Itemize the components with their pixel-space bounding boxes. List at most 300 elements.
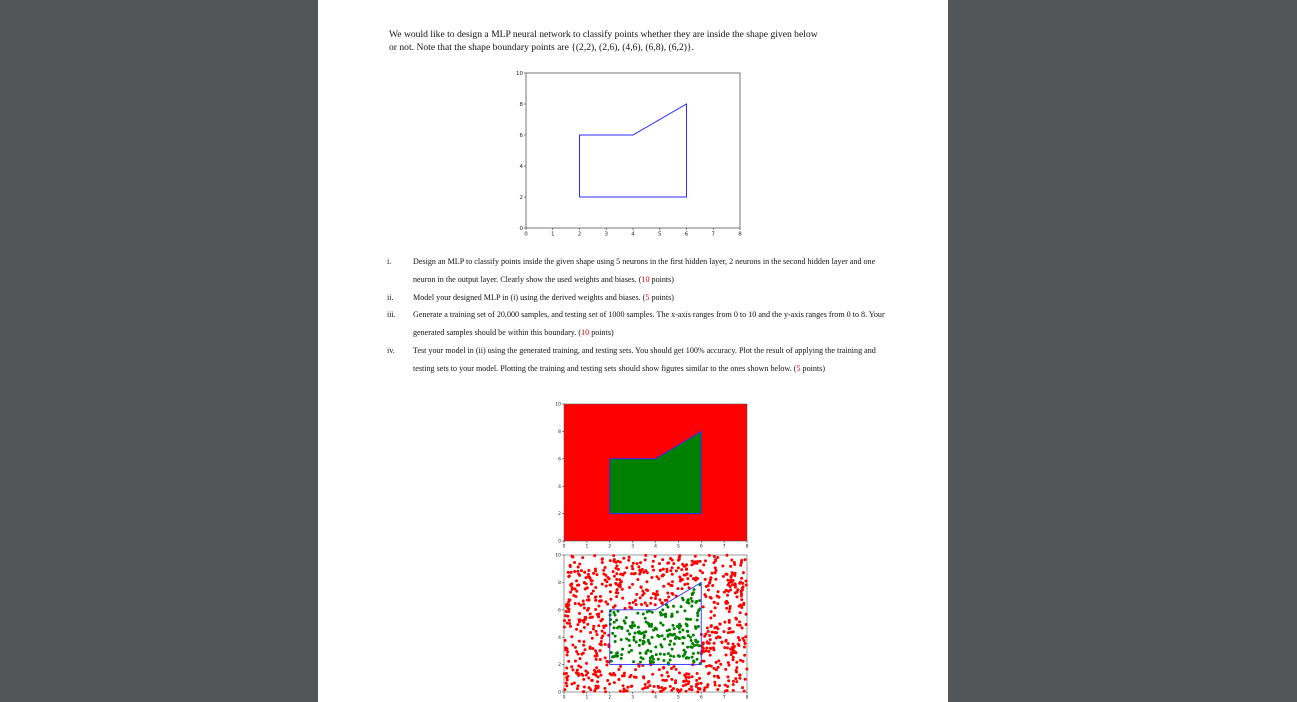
testing-point-outside	[650, 576, 653, 579]
testing-point-outside	[571, 683, 574, 686]
testing-point-outside	[605, 624, 608, 627]
testing-point-inside	[637, 626, 640, 629]
testing-point-outside	[654, 555, 657, 558]
testing-point-outside	[637, 565, 640, 568]
testing-point-outside	[566, 650, 569, 653]
testing-point-inside	[687, 634, 690, 637]
question-3	[368, 306, 898, 342]
question-2-body: Model your designed MLP in (i) using the derived weights and biases.	[413, 293, 641, 302]
plot1-xtick-label: 1	[551, 231, 555, 238]
testing-point-outside	[729, 605, 732, 608]
plot2-ytick-label: 2	[558, 512, 561, 518]
testing-point-outside	[726, 579, 729, 582]
question-1-body: Design an MLP to classify points inside the given shape using 5 neurons in the first hidden layer, 2 neurons in the second hidden layer and one neuron in the output layer. Clearly show the used weights and biases.	[413, 257, 876, 284]
testing-point-inside	[664, 615, 667, 618]
testing-point-outside	[601, 557, 604, 560]
testing-point-outside	[651, 565, 654, 568]
plot1-ytick-label: 6	[519, 132, 523, 139]
testing-point-outside	[600, 599, 603, 602]
testing-point-outside	[618, 585, 621, 588]
testing-point-outside	[581, 556, 584, 559]
testing-point-outside	[723, 621, 726, 624]
testing-point-outside	[654, 597, 657, 600]
testing-point-outside	[727, 675, 730, 678]
testing-point-outside	[599, 674, 602, 677]
testing-point-outside	[738, 674, 741, 677]
plot3-ytick-label: 6	[558, 608, 561, 614]
testing-point-outside	[566, 622, 569, 625]
testing-point-outside	[727, 642, 730, 645]
testing-point-inside	[639, 661, 642, 664]
testing-point-outside	[730, 559, 733, 562]
plot2-ytick-label: 10	[555, 402, 561, 408]
testing-point-inside	[691, 593, 694, 596]
testing-point-outside	[601, 583, 604, 586]
testing-point-outside	[630, 607, 633, 610]
testing-point-outside	[743, 558, 746, 561]
testing-point-outside	[733, 561, 736, 564]
testing-point-outside	[743, 654, 746, 657]
testing-point-outside	[644, 554, 647, 557]
testing-point-outside	[566, 654, 569, 657]
testing-point-inside	[683, 653, 686, 656]
plot2-xtick-label: 7	[722, 544, 726, 550]
testing-point-outside	[694, 555, 697, 558]
testing-point-outside	[742, 571, 745, 574]
testing-point-outside	[599, 658, 602, 661]
testing-point-outside	[671, 559, 674, 562]
testing-point-outside	[723, 646, 726, 649]
testing-point-outside	[713, 614, 716, 617]
testing-point-outside	[574, 646, 577, 649]
testing-point-outside	[596, 680, 599, 683]
testing-point-outside	[627, 559, 630, 562]
testing-point-outside	[691, 688, 694, 691]
testing-point-inside	[683, 609, 686, 612]
testing-point-inside	[678, 637, 681, 640]
testing-point-outside	[595, 573, 598, 576]
testing-point-outside	[745, 579, 748, 582]
testing-point-outside	[666, 671, 669, 674]
testing-point-outside	[706, 627, 709, 630]
testing-point-outside	[666, 591, 669, 594]
testing-point-outside	[609, 584, 612, 587]
testing-point-outside	[583, 571, 586, 574]
testing-point-outside	[662, 688, 665, 691]
testing-point-outside	[591, 579, 594, 582]
testing-point-outside	[635, 603, 638, 606]
testing-point-outside	[667, 561, 670, 564]
testing-point-outside	[665, 568, 668, 571]
testing-point-inside	[618, 625, 621, 628]
testing-point-outside	[631, 583, 634, 586]
testing-point-outside	[594, 655, 597, 658]
testing-point-outside	[669, 685, 672, 688]
testing-point-outside	[604, 578, 607, 581]
testing-point-outside	[686, 577, 689, 580]
testing-point-outside	[587, 569, 590, 572]
testing-point-inside	[642, 642, 645, 645]
testing-point-outside	[667, 675, 670, 678]
testing-point-outside	[644, 683, 647, 686]
testing-point-outside	[709, 617, 712, 620]
testing-point-outside	[709, 654, 712, 657]
testing-point-inside	[666, 635, 669, 638]
testing-point-inside	[662, 659, 665, 662]
testing-point-outside	[691, 560, 694, 563]
testing-point-outside	[655, 575, 658, 578]
testing-point-inside	[620, 657, 623, 660]
testing-point-outside	[590, 583, 593, 586]
testing-point-outside	[642, 676, 645, 679]
testing-point-outside	[597, 604, 600, 607]
testing-point-outside	[575, 579, 578, 582]
testing-point-outside	[671, 573, 674, 576]
testing-point-outside	[566, 675, 569, 678]
testing-point-outside	[582, 603, 585, 606]
plot2-ytick-label: 0	[558, 539, 561, 545]
testing-point-inside	[678, 655, 681, 658]
testing-point-outside	[576, 623, 579, 626]
testing-point-outside	[677, 559, 680, 562]
testing-point-outside	[712, 646, 715, 649]
testing-point-outside	[716, 688, 719, 691]
testing-point-outside	[644, 558, 647, 561]
testing-point-inside	[695, 643, 698, 646]
testing-point-outside	[737, 636, 740, 639]
testing-point-outside	[735, 661, 738, 664]
testing-point-outside	[708, 634, 711, 637]
testing-point-outside	[725, 639, 728, 642]
testing-point-outside	[635, 593, 638, 596]
testing-point-outside	[638, 568, 641, 571]
testing-point-outside	[740, 598, 743, 601]
testing-point-outside	[658, 598, 661, 601]
testing-point-inside	[649, 659, 652, 662]
testing-point-inside	[687, 602, 690, 605]
question-2-number: ii.	[387, 293, 394, 302]
testing-point-outside	[719, 636, 722, 639]
testing-point-inside	[690, 639, 693, 642]
testing-point-outside	[708, 581, 711, 584]
testing-point-inside	[645, 652, 648, 655]
testing-point-outside	[576, 570, 579, 573]
testing-point-outside	[661, 679, 664, 682]
testing-point-outside	[714, 559, 717, 562]
testing-point-outside	[704, 578, 707, 581]
testing-point-outside	[736, 595, 739, 598]
testing-point-outside	[589, 631, 592, 634]
testing-point-outside	[582, 678, 585, 681]
testing-point-outside	[623, 674, 626, 677]
testing-point-outside	[670, 678, 673, 681]
testing-point-outside	[705, 665, 708, 668]
testing-point-outside	[658, 668, 661, 671]
plot3-xtick-label: 8	[745, 695, 749, 701]
testing-point-outside	[721, 565, 724, 568]
testing-point-outside	[734, 677, 737, 680]
testing-point-outside	[582, 644, 585, 647]
testing-point-outside	[565, 682, 568, 685]
testing-point-inside	[681, 642, 684, 645]
testing-point-inside	[692, 634, 695, 637]
testing-point-outside	[662, 666, 665, 669]
testing-point-outside	[683, 583, 686, 586]
testing-point-outside	[601, 561, 604, 564]
testing-point-outside	[696, 690, 699, 693]
testing-point-outside	[714, 606, 717, 609]
testing-point-inside	[642, 612, 645, 615]
testing-point-outside	[586, 609, 589, 612]
testing-point-outside	[630, 685, 633, 688]
testing-point-outside	[702, 605, 705, 608]
testing-point-outside	[701, 571, 704, 574]
testing-point-outside	[656, 590, 659, 593]
testing-point-outside	[660, 601, 663, 604]
testing-point-outside	[716, 675, 719, 678]
testing-point-outside	[667, 596, 670, 599]
testing-point-inside	[696, 658, 699, 661]
plot1-frame	[526, 73, 740, 228]
testing-point-outside	[579, 657, 582, 660]
testing-point-inside	[610, 660, 613, 663]
testing-point-outside	[713, 601, 716, 604]
testing-point-outside	[595, 652, 598, 655]
testing-point-inside	[676, 611, 679, 614]
testing-point-outside	[657, 685, 660, 688]
testing-point-inside	[671, 624, 674, 627]
testing-point-outside	[661, 574, 664, 577]
testing-point-outside	[586, 623, 589, 626]
testing-point-outside	[601, 630, 604, 633]
testing-point-outside	[595, 633, 598, 636]
testing-point-inside	[694, 601, 697, 604]
testing-point-outside	[601, 634, 604, 637]
testing-point-outside	[577, 602, 580, 605]
plot1-ytick-label: 8	[519, 101, 523, 108]
testing-point-outside	[703, 689, 706, 692]
testing-point-outside	[615, 595, 618, 598]
testing-point-outside	[581, 674, 584, 677]
testing-point-outside	[739, 611, 742, 614]
plot1-ytick-label: 4	[519, 163, 523, 170]
testing-point-outside	[703, 660, 706, 663]
plot2-xtick-label: 5	[676, 544, 680, 550]
testing-point-inside	[614, 613, 617, 616]
testing-point-outside	[732, 680, 735, 683]
testing-point-outside	[733, 650, 736, 653]
testing-point-outside	[727, 661, 730, 664]
testing-point-outside	[654, 603, 657, 606]
testing-point-outside	[570, 571, 573, 574]
testing-point-inside	[669, 658, 672, 661]
testing-point-inside	[621, 648, 624, 651]
testing-point-outside	[612, 606, 615, 609]
testing-point-outside	[715, 661, 718, 664]
testing-point-outside	[613, 681, 616, 684]
question-2	[368, 289, 898, 307]
testing-point-outside	[645, 588, 648, 591]
testing-point-inside	[620, 653, 623, 656]
testing-point-outside	[711, 631, 714, 634]
testing-point-outside	[727, 631, 730, 634]
testing-point-inside	[646, 610, 649, 613]
testing-point-outside	[622, 684, 625, 687]
testing-point-outside	[577, 573, 580, 576]
testing-point-outside	[573, 561, 576, 564]
plot2-ytick-label: 6	[558, 457, 561, 463]
testing-point-inside	[642, 640, 645, 643]
testing-point-outside	[662, 585, 665, 588]
testing-point-outside	[676, 587, 679, 590]
plot2-ytick-label: 4	[558, 484, 561, 490]
testing-point-outside	[745, 623, 748, 626]
testing-point-outside	[613, 673, 616, 676]
testing-point-inside	[690, 605, 693, 608]
testing-point-inside	[632, 636, 635, 639]
plot2-xtick-label: 8	[745, 544, 749, 550]
testing-point-outside	[622, 557, 625, 560]
testing-point-inside	[696, 614, 699, 617]
testing-point-inside	[686, 646, 689, 649]
testing-point-inside	[680, 605, 683, 608]
testing-point-inside	[647, 639, 650, 642]
testing-point-outside	[568, 598, 571, 601]
training-result-plot	[548, 398, 754, 550]
testing-point-inside	[690, 597, 693, 600]
testing-point-outside	[604, 643, 607, 646]
testing-point-outside	[743, 690, 746, 693]
testing-point-outside	[644, 569, 647, 572]
testing-point-outside	[563, 619, 566, 622]
testing-point-outside	[616, 588, 619, 591]
testing-point-outside	[599, 649, 602, 652]
testing-point-outside	[725, 653, 728, 656]
testing-point-outside	[628, 675, 631, 678]
question-2-text	[413, 289, 898, 307]
testing-point-inside	[638, 644, 641, 647]
testing-point-outside	[634, 668, 637, 671]
testing-point-outside	[696, 672, 699, 675]
testing-point-outside	[718, 622, 721, 625]
testing-point-outside	[592, 625, 595, 628]
testing-point-outside	[612, 554, 615, 557]
testing-point-inside	[630, 649, 633, 652]
testing-point-inside	[614, 635, 617, 638]
testing-point-outside	[743, 642, 746, 645]
testing-point-inside	[685, 656, 688, 659]
testing-point-outside	[592, 589, 595, 592]
testing-point-outside	[595, 630, 598, 633]
testing-point-outside	[685, 567, 688, 570]
testing-point-outside	[738, 677, 741, 680]
testing-point-inside	[696, 611, 699, 614]
testing-point-outside	[684, 683, 687, 686]
testing-point-inside	[683, 636, 686, 639]
testing-point-outside	[682, 680, 685, 683]
testing-point-outside	[606, 679, 609, 682]
question-3-points-close: points)	[589, 327, 614, 337]
testing-point-outside	[628, 556, 631, 559]
testing-point-outside	[641, 568, 644, 571]
testing-point-outside	[651, 690, 654, 693]
testing-point-inside	[696, 618, 699, 621]
testing-point-inside	[663, 653, 666, 656]
testing-point-outside	[582, 621, 585, 624]
testing-point-outside	[745, 584, 748, 587]
testing-point-outside	[594, 608, 597, 611]
testing-point-outside	[591, 637, 594, 640]
testing-point-outside	[736, 624, 739, 627]
question-4-points-open: (	[793, 363, 797, 373]
testing-point-inside	[649, 656, 652, 659]
plot1-xtick-label: 8	[738, 231, 742, 238]
testing-point-outside	[609, 590, 612, 593]
testing-point-inside	[652, 658, 655, 661]
testing-point-outside	[632, 562, 635, 565]
testing-point-outside	[738, 620, 741, 623]
testing-point-outside	[685, 676, 688, 679]
testing-point-inside	[631, 621, 634, 624]
testing-point-outside	[730, 651, 733, 654]
testing-point-outside	[594, 586, 597, 589]
testing-point-inside	[654, 646, 657, 649]
testing-point-outside	[585, 582, 588, 585]
testing-point-outside	[710, 624, 713, 627]
intro-line-2: or not. Note that the shape boundary points are {(2,2), (2,6), (4,6), (6,8), (6,2)}.	[389, 42, 694, 53]
testing-point-outside	[713, 555, 716, 558]
testing-point-outside	[681, 587, 684, 590]
testing-point-outside	[565, 666, 568, 669]
testing-point-outside	[731, 573, 734, 576]
question-3-body: Generate a training set of 20,000 samples, and testing set of 1000 samples. The x-axis ranges from 0 to 10 and the y-axis ranges from 0 to 8. Your generated samples should be within this boundary.	[413, 310, 885, 337]
testing-point-inside	[693, 661, 696, 664]
testing-point-outside	[714, 571, 717, 574]
testing-point-outside	[681, 563, 684, 566]
testing-point-outside	[705, 585, 708, 588]
plot3-xtick-label: 0	[562, 695, 566, 701]
testing-point-outside	[745, 668, 748, 671]
plot1-xtick-label: 0	[524, 231, 528, 238]
testing-point-outside	[563, 626, 566, 629]
testing-point-outside	[722, 630, 725, 633]
testing-point-inside	[691, 656, 694, 659]
testing-point-outside	[721, 641, 724, 644]
question-3-points	[578, 328, 613, 337]
testing-point-outside	[727, 664, 730, 667]
testing-point-inside	[639, 652, 642, 655]
testing-point-outside	[689, 574, 692, 577]
testing-point-outside	[676, 688, 679, 691]
testing-point-inside	[631, 624, 634, 627]
question-4-points-close: points)	[800, 363, 826, 373]
testing-point-outside	[584, 576, 587, 579]
testing-point-outside	[577, 566, 580, 569]
testing-point-outside	[597, 675, 600, 678]
testing-point-outside	[574, 587, 577, 590]
testing-point-outside	[639, 561, 642, 564]
testing-point-outside	[636, 578, 639, 581]
testing-point-outside	[717, 596, 720, 599]
testing-point-outside	[574, 660, 577, 663]
testing-point-outside	[659, 690, 662, 693]
testing-point-outside	[715, 636, 718, 639]
testing-point-outside	[589, 613, 592, 616]
testing-point-outside	[717, 659, 720, 662]
question-1-text	[413, 253, 898, 289]
testing-point-outside	[650, 597, 653, 600]
testing-point-outside	[718, 684, 721, 687]
